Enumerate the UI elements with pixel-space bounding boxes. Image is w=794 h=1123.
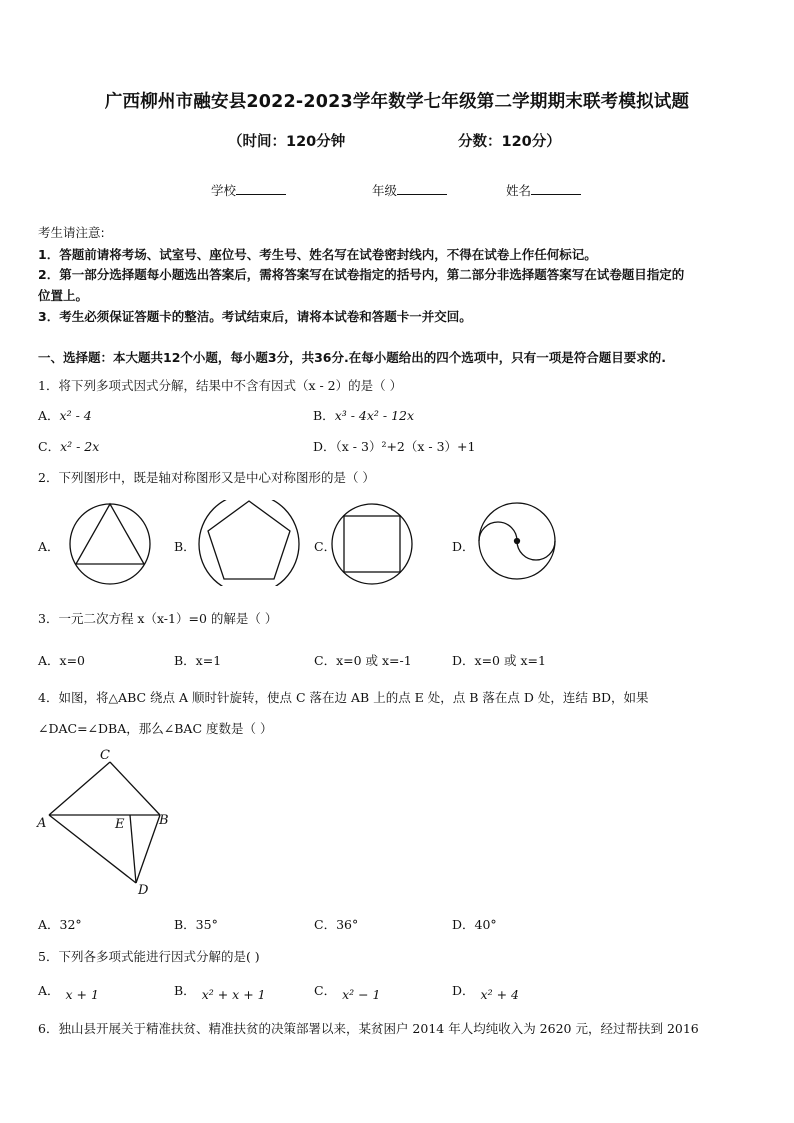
label-a: A	[37, 816, 47, 831]
q1-option-c[interactable]: C．x² - 2x	[38, 439, 100, 454]
q2-option-d[interactable]: D．	[452, 539, 475, 554]
segment-ac	[49, 762, 110, 815]
q4-triangle-figure	[30, 744, 190, 904]
grade-field[interactable]	[372, 181, 447, 199]
q4-line-2: ∠DAC=∠DBA，那么∠BAC 度数是（ ）	[38, 721, 273, 736]
page-title: 广西柳州市融安县2022-2023学年数学七年级第二学期期末联考模拟试题	[104, 92, 690, 112]
q2-figures	[60, 500, 620, 586]
school-label: 学校	[211, 183, 237, 198]
q1-option-a[interactable]: A．x² - 4	[38, 408, 92, 423]
q1-option-d[interactable]: D．（x - 3）²+2（x - 3）+1	[313, 439, 476, 454]
exam-time: （时间：120分钟	[228, 134, 346, 150]
school-field[interactable]	[211, 181, 286, 199]
circle-pentagon-figure	[199, 500, 299, 586]
q4-option-b[interactable]: B．35°	[174, 917, 218, 932]
notice-line-3: 位置上。	[38, 288, 89, 303]
q2-option-b[interactable]: B．	[174, 539, 196, 554]
q2-option-a[interactable]: A．	[38, 539, 60, 554]
label-c: C	[100, 748, 110, 763]
grade-blank[interactable]	[397, 182, 447, 195]
school-blank[interactable]	[236, 182, 286, 195]
q2-stem: 2．下列图形中，既是轴对称图形又是中心对称图形的是（ ）	[38, 470, 375, 485]
segment-cb	[110, 762, 160, 815]
q3-option-a[interactable]: A．x=0	[38, 653, 86, 668]
q3-stem: 3．一元二次方程 x（x-1）=0 的解是（ ）	[38, 611, 278, 626]
q2-option-c[interactable]: C．	[314, 539, 337, 554]
q4-option-c[interactable]: C．36°	[314, 917, 359, 932]
circle-triangle-figure	[70, 504, 150, 584]
notice-heading: 考生请注意:	[38, 225, 105, 240]
q4-option-a[interactable]: A．32°	[38, 917, 82, 932]
q3-option-c[interactable]: C．x=0 或 x=-1	[314, 653, 412, 668]
notice-line-4: 3．考生必须保证答题卡的整洁。考试结束后，请将本试卷和答题卡一并交回。	[38, 309, 472, 324]
q5-option-b[interactable]: B． x² + x + 1	[174, 983, 266, 1002]
taiji-figure	[479, 503, 555, 579]
segment-bd	[136, 815, 160, 883]
q5-option-d[interactable]: D． x² + 4	[452, 983, 519, 1002]
q6-line-1: 6．独山县开展关于精准扶贫、精准扶贫的决策部署以来，某贫困户 2014 年人均纯收入为 2620 元，经过帮扶到 2016	[38, 1021, 699, 1036]
name-label: 姓名	[506, 183, 532, 198]
section-heading: 一、选择题：本大题共12个小题，每小题3分，共36分.在每小题给出的四个选项中，只有一项是符合题目要求的.	[38, 350, 666, 365]
name-field[interactable]	[506, 181, 581, 199]
label-e: E	[115, 817, 125, 832]
q4-line-1: 4．如图，将△ABC 绕点 A 顺时针旋转，使点 C 落在边 AB 上的点 E 处，点 B 落在点 D 处，连结 BD，如果	[38, 690, 649, 705]
circle-square-figure	[332, 504, 412, 584]
name-blank[interactable]	[531, 182, 581, 195]
q5-option-a[interactable]: A． x + 1	[38, 983, 99, 1002]
q4-option-d[interactable]: D．40°	[452, 917, 497, 932]
q5-option-c[interactable]: C． x² − 1	[314, 983, 381, 1002]
q1-stem: 1．将下列多项式因式分解，结果中不含有因式（x - 2）的是（ ）	[38, 378, 403, 393]
q3-option-d[interactable]: D．x=0 或 x=1	[452, 653, 546, 668]
label-b: B	[159, 813, 169, 828]
notice-line-1: 1．答题前请将考场、试室号、座位号、考生号、姓名写在试卷密封线内，不得在试卷上作任何标记。	[38, 247, 597, 262]
label-d: D	[138, 883, 149, 898]
q3-option-b[interactable]: B．x=1	[174, 653, 222, 668]
grade-label: 年级	[372, 183, 398, 198]
exam-score: 分数：120分）	[458, 134, 561, 150]
segment-ed	[130, 815, 136, 883]
q1-option-b[interactable]: B．x³ - 4x² - 12x	[313, 408, 415, 423]
notice-line-2: 2．第一部分选择题每小题选出答案后，需将答案写在试卷指定的括号内，第二部分非选择题答案写在试卷题目指定的	[38, 267, 685, 282]
q5-stem: 5．下列各多项式能进行因式分解的是( )	[38, 949, 260, 964]
